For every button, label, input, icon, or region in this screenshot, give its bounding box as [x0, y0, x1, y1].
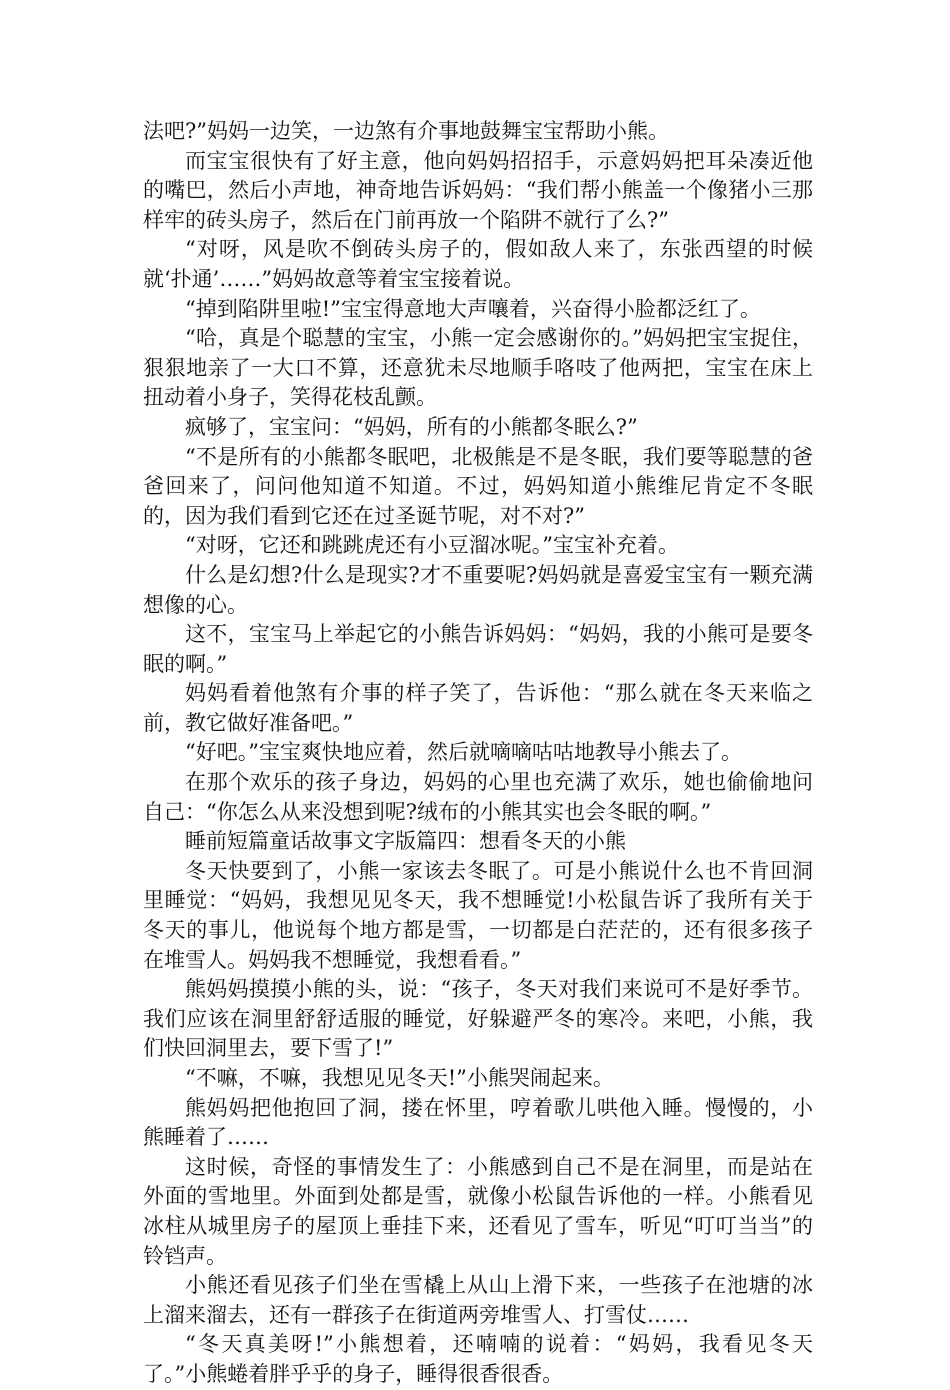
- paragraph: 熊妈妈把他抱回了洞，搂在怀里，哼着歌儿哄他入睡。慢慢的，小熊睡着了……: [143, 1095, 813, 1150]
- paragraph: 妈妈看着他煞有介事的样子笑了，告诉他：“那么就在冬天来临之前，教它做好准备吧。”: [143, 681, 813, 735]
- paragraph: 什么是幻想?什么是现实?才不重要呢?妈妈就是喜爱宝宝有一颗充满想像的心。: [143, 562, 813, 617]
- paragraph: “冬天真美呀!”小熊想着，还喃喃的说着：“妈妈，我看见冬天了。”小熊蜷着胖乎乎的身子，睡得很香很香。: [143, 1332, 813, 1386]
- paragraph: 冬天快要到了，小熊一家该去冬眠了。可是小熊说什么也不肯回洞里睡觉：“妈妈，我想见见冬天，我不想睡觉!小松鼠告诉了我所有关于冬天的事儿，他说每个地方都是雪，一切都是白茫茫的，还有很多孩子在堆雪人。妈妈我不想睡觉，我想看看。”: [143, 858, 813, 972]
- paragraph: 小熊还看见孩子们坐在雪橇上从山上滑下来，一些孩子在池塘的冰上溜来溜去，还有一群孩子在街道两旁堆雪人、打雪仗……: [143, 1273, 813, 1327]
- paragraph: “不嘛，不嘛，我想见见冬天!”小熊哭闹起来。: [185, 1066, 614, 1090]
- paragraph: “不是所有的小熊都冬眠吧，北极熊是不是冬眠，我们要等聪慧的爸爸回来了，问问他知道不知道。不过，妈妈知道小熊维尼肯定不冬眠的，因为我们看到它还在过圣诞节呢，对不对?”: [143, 444, 813, 528]
- paragraph: 法吧?”妈妈一边笑，一边煞有介事地鼓舞宝宝帮助小熊。: [143, 119, 669, 143]
- paragraph: 疯够了，宝宝问：“妈妈，所有的小熊都冬眠么?”: [185, 414, 638, 439]
- paragraph: “对呀，风是吹不倒砖头房子的，假如敌人来了，东张西望的时候就‘扑通’……”妈妈故意等着宝宝接着说。: [143, 237, 813, 291]
- paragraph: “对呀，它还和跳跳虎还有小豆溜冰呢。”宝宝补充着。: [185, 533, 679, 558]
- paragraph: “哈，真是个聪慧的宝宝，小熊一定会感谢你的。”妈妈把宝宝捉住，狠狠地亲了一大口不算，还意犹未尽地顺手咯吱了他两把，宝宝在床上扭动着小身子，笑得花枝乱颤。: [143, 326, 813, 410]
- paragraph: 这不，宝宝马上举起它的小熊告诉妈妈：“妈妈，我的小熊可是要冬眠的啊。”: [143, 622, 813, 676]
- paragraph: 而宝宝很快有了好主意，他向妈妈招招手，示意妈妈把耳朵凑近他的嘴巴，然后小声地，神奇地告诉妈妈：“我们帮小熊盖一个像猪小三那样牢的砖头房子，然后在门前再放一个陷阱不就行了么?”: [143, 148, 813, 232]
- section-heading: 睡前短篇童话故事文字版篇四：想看冬天的小熊: [185, 829, 626, 854]
- paragraph: “好吧。”宝宝爽快地应着，然后就嘀嘀咕咕地教导小熊去了。: [185, 740, 742, 765]
- paragraph: 熊妈妈摸摸小熊的头，说：“孩子，冬天对我们来说可不是好季节。我们应该在洞里舒舒适服的睡觉，好躲避严冬的寒冷。来吧，小熊，我们快回洞里去，要下雪了!”: [143, 977, 813, 1061]
- paragraph: “掉到陷阱里啦!”宝宝得意地大声嚷着，兴奋得小脸都泛红了。: [185, 296, 761, 321]
- paragraph: 这时候，奇怪的事情发生了：小熊感到自己不是在洞里，而是站在外面的雪地里。外面到处都是雪，就像小松鼠告诉他的一样。小熊看见冰柱从城里房子的屋顶上垂挂下来，还看见了雪车，听见“叮叮当当”的铃铛声。: [143, 1154, 813, 1268]
- paragraph: 在那个欢乐的孩子身边，妈妈的心里也充满了欢乐，她也偷偷地问自己：“你怎么从来没想到呢?绒布的小熊其实也会冬眠的啊。”: [143, 770, 813, 824]
- document-body: [143, 117, 813, 1390]
